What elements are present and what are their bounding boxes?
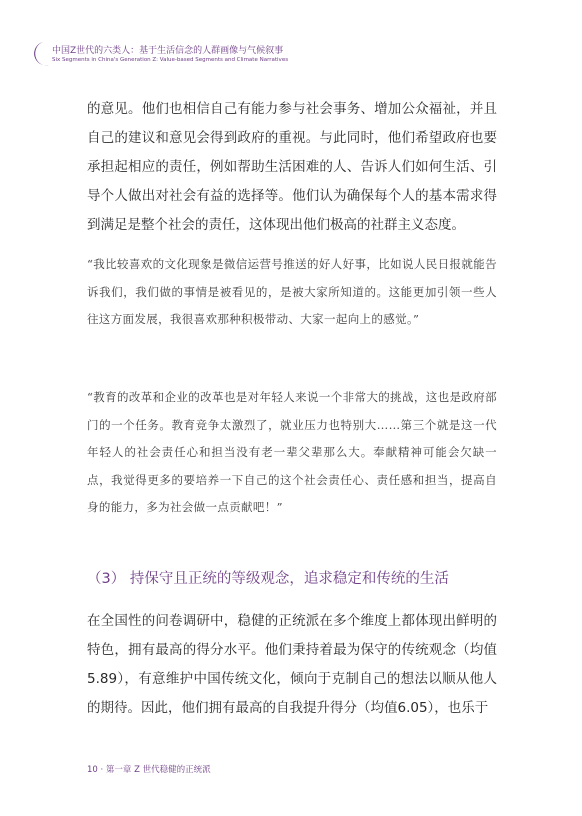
header-title-english: Six Segments in China's Generation Z: Value-based Segments and Climate Narratives xyxy=(52,57,289,63)
body-paragraph-2: 在全国性的问卷调研中，稳健的正统派在多个维度上都体现出鲜明的特色，拥有最高的得分水平。他们秉持着最为保守的传统观念（均值5.89），有意维护中国传统文化，倾向于克制自己的想法以顺从他人的期待。因此，他们拥有最高的自我提升得分（均值6.05），也乐于 xyxy=(87,613,497,716)
section-heading: （3） 持保守且正统的等级观念，追求稳定和传统的生活 xyxy=(87,571,449,587)
header-title-chinese: 中国Z世代的六类人：基于生活信念的人群画像与气候叙事 xyxy=(52,46,284,56)
interview-quote-1: “我比较喜欢的文化现象是微信运营号推送的好人好事，比如说人民日报就能告诉我们，我们做的事情是被看见的，是被大家所知道的。这能更加引领一些人往这方面发展，我很喜欢那种积极带动、大家一起向上的感觉。” xyxy=(87,257,497,326)
page-footer: 10 · 第一章 Z 世代稳健的正统派 xyxy=(87,765,211,775)
interview-quote-2: “教育的改革和企业的改革也是对年轻人来说一个非常大的挑战，这也是政府部门的一个任务。教育竞争太激烈了，就业压力也特别大……第三个就是这一代年轻人的社会责任心和担当没有老一辈父辈那么大。奉献精神可能会欠缺一点，我觉得更多的要培养一下自己的这个社会责任心、责任感和担当，提高自身的能力，多为社会做一点贡献吧！” xyxy=(87,390,497,514)
page-header xyxy=(32,40,552,72)
crescent-moon-logo-icon xyxy=(32,40,50,68)
body-paragraph-1: 的意见。他们也相信自己有能力参与社会事务、增加公众福祉，并且自己的建议和意见会得到政府的重视。与此同时，他们希望政府也要承担起相应的责任，例如帮助生活困难的人、告诉人们如何生活、引导个人做出对社会有益的选择等。他们认为确保每个人的基本需求得到满足是整个社会的责任，这体现出他们极高的社群主义态度。 xyxy=(87,101,497,233)
